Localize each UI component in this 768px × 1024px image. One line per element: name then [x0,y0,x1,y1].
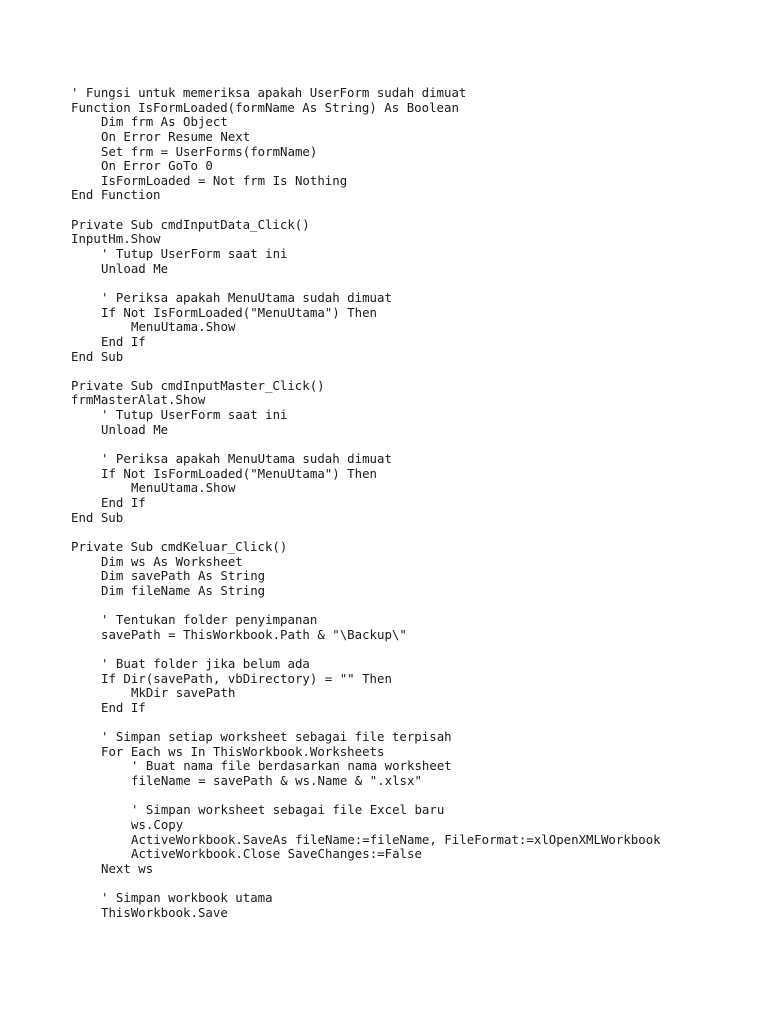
code-line: InputHm.Show [71,231,161,247]
blank-line [71,789,751,804]
code-line: On Error GoTo 0 [101,158,213,174]
blank-line [71,437,751,452]
sub-declaration: Private Sub cmdInputData_Click() [71,216,310,232]
code-line: End If [101,333,146,349]
comment-line: ' Buat nama file berdasarkan nama worksheet [131,758,452,774]
function-declaration: Function IsFormLoaded(formName As String) As Boolean [71,99,459,115]
code-line: End If [101,494,146,510]
blank-line [71,364,751,379]
code-line: Unload Me [101,421,169,437]
comment-line: ' Simpan worksheet sebagai file Excel baru [131,802,445,818]
code-line: ThisWorkbook.Save [101,904,228,920]
code-line: MenuUtama.Show [131,480,236,496]
code-listing [71,86,751,921]
code-line: fileName = savePath & ws.Name & ".xlsx" [131,773,422,789]
function-end: End Function [71,187,161,203]
blank-line [71,877,751,892]
code-line: ActiveWorkbook.SaveAs fileName:=fileName, FileFormat:=xlOpenXMLWorkbook [131,831,661,847]
code-line: If Not IsFormLoaded("MenuUtama") Then [101,465,378,481]
comment-line: ' Tutup UserForm saat ini [101,407,288,423]
code-line: Dim frm As Object [101,114,228,130]
code-line: For Each ws In ThisWorkbook.Worksheets [101,743,385,759]
code-line: MkDir savePath [131,685,236,701]
code-line: Next ws [101,860,154,876]
sub-declaration: Private Sub cmdInputMaster_Click() [71,377,325,393]
code-line: savePath = ThisWorkbook.Path & "\Backup\" [101,626,407,642]
code-line: ActiveWorkbook.Close SaveChanges:=False [131,846,422,862]
sub-end: End Sub [71,509,124,525]
sub-end: End Sub [71,348,124,364]
sub-declaration: Private Sub cmdKeluar_Click() [71,538,288,554]
comment-line: ' Simpan workbook utama [101,890,273,906]
comment-line: ' Fungsi untuk memeriksa apakah UserForm sudah dimuat [71,85,467,100]
comment-line: ' Periksa apakah MenuUtama sudah dimuat [101,289,392,305]
code-line: MenuUtama.Show [131,319,236,335]
comment-line: ' Simpan setiap worksheet sebagai file terpisah [101,729,452,745]
code-line: ws.Copy [131,817,184,833]
comment-line: ' Periksa apakah MenuUtama sudah dimuat [101,451,392,467]
code-line: If Not IsFormLoaded("MenuUtama") Then [101,304,378,320]
code-line: frmMasterAlat.Show [71,392,206,408]
code-line: On Error Resume Next [101,128,251,144]
blank-line [71,598,751,613]
code-line: If Dir(savePath, vbDirectory) = "" Then [101,670,392,686]
comment-line: ' Buat folder jika belum ada [101,655,310,671]
blank-line [71,642,751,657]
comment-line: ' Tentukan folder penyimpanan [101,612,318,628]
blank-line [71,525,751,540]
code-line: Dim ws As Worksheet [101,553,243,569]
code-line: IsFormLoaded = Not frm Is Nothing [101,172,348,188]
code-line: Dim savePath As String [101,568,266,584]
code-line: Dim fileName As String [101,582,266,598]
blank-line [71,276,751,291]
code-line: Unload Me [101,260,169,276]
blank-line [71,716,751,731]
code-line: Set frm = UserForms(formName) [101,143,318,159]
comment-line: ' Tutup UserForm saat ini [101,246,288,262]
code-line: End If [101,699,146,715]
blank-line [71,203,751,218]
